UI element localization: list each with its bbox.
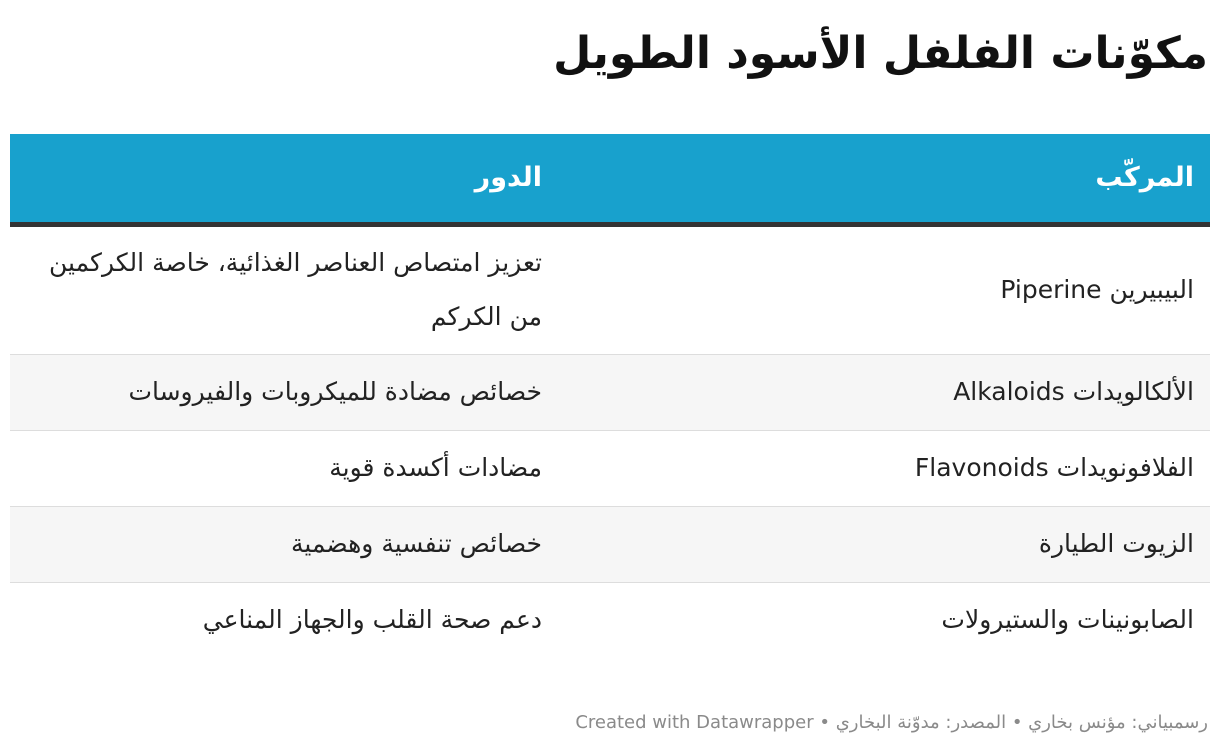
role-cell: دعم صحة القلب والجهاز المناعي	[202, 605, 542, 635]
table-row	[10, 582, 1210, 658]
compound-cell: الفلافونويدات Flavonoids	[554, 430, 1210, 506]
compound-cell: الصابونينات والستيرولات	[941, 605, 1194, 635]
role-cell: مضادات أكسدة قوية	[10, 430, 554, 506]
column-header-compound: المركّب	[554, 134, 1210, 224]
source-footer: رسمبياني: مؤنس بخاري • المصدر: مدوّنة البخاري • Created with Datawrapper	[575, 712, 1208, 733]
compound-cell: البيبيرين Piperine	[554, 224, 1210, 354]
table-row	[10, 506, 1210, 582]
role-cell: خصائص تنفسية وهضمية	[10, 506, 554, 582]
column-header-role: الدور	[10, 134, 554, 224]
table-header-row	[10, 134, 1210, 224]
compound-cell: الزيوت الطيارة	[554, 506, 1210, 582]
table-row	[10, 430, 1210, 506]
role-cell: تعزيز امتصاص العناصر الغذائية، خاصة الكركمين من الكركم	[10, 224, 554, 354]
compounds-table	[10, 134, 1210, 658]
table-row	[10, 224, 1210, 354]
role-cell: خصائص مضادة للميكروبات والفيروسات	[10, 354, 554, 430]
table-row	[10, 354, 1210, 430]
page-title: مكوّنات الفلفل الأسود الطويل	[553, 28, 1208, 79]
compound-cell: الألكالويدات Alkaloids	[554, 354, 1210, 430]
